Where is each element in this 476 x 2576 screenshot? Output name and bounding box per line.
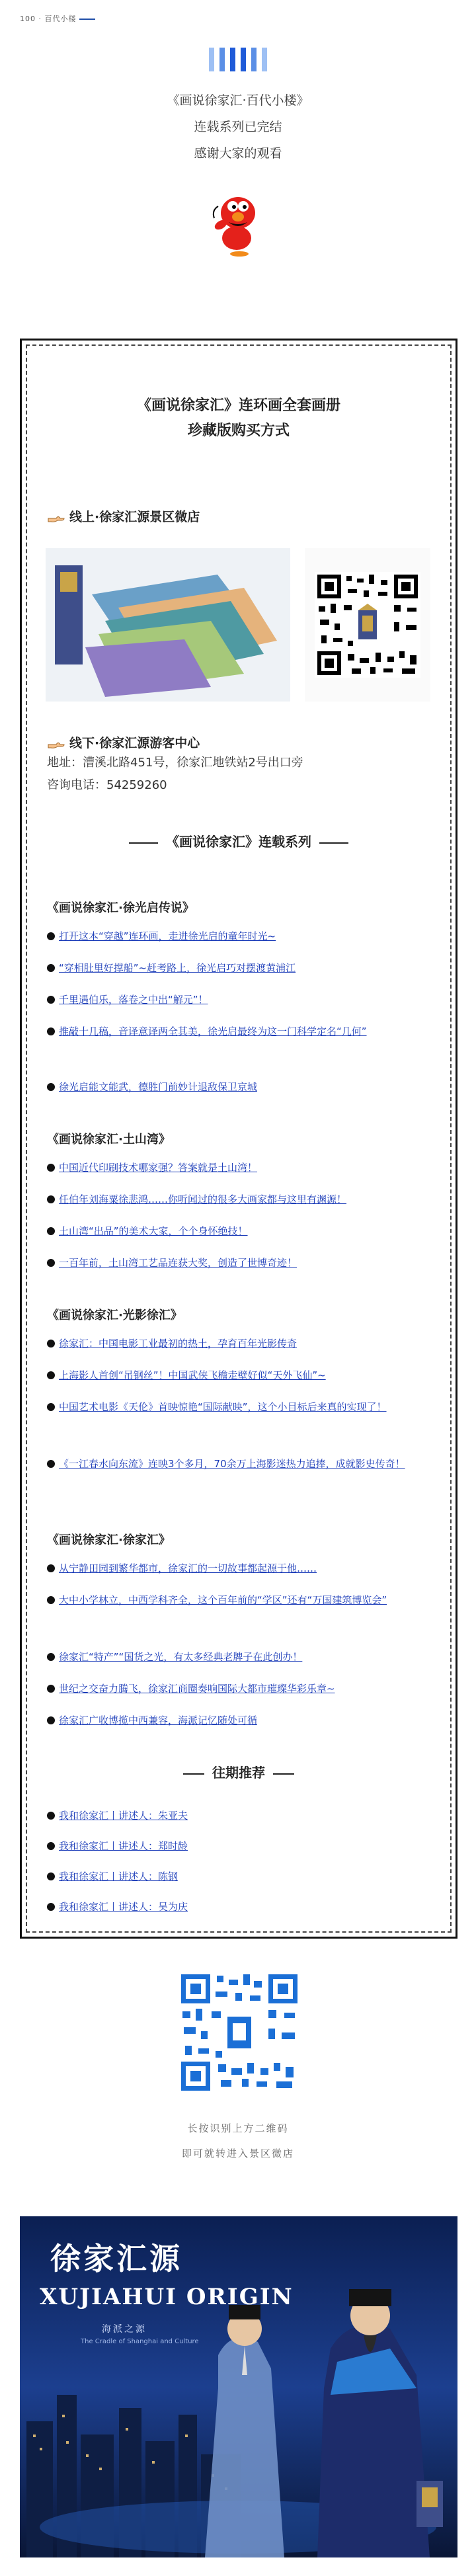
article-link-text[interactable]: 中国艺术电影《天伦》首映惊艳“国际献映”，这个小目标后来真的实现了！ <box>59 1401 387 1413</box>
article-link-text[interactable]: 打开这本“穿越”连环画，走进徐光启的童年时光~ <box>59 930 276 942</box>
top-brand-underline <box>79 19 95 20</box>
decor-bar <box>251 48 257 71</box>
article-link[interactable] <box>47 925 444 947</box>
article-link-text[interactable]: 推敲十几稿，音译意译两全其美，徐光启最终为这一门科学定名“几何” <box>59 1026 367 1037</box>
card-title-line: 珍藏版购买方式 <box>187 423 290 439</box>
decor-bar <box>262 48 267 71</box>
recommend-link[interactable] <box>47 1804 188 1827</box>
bullet-dot <box>47 932 55 940</box>
article-link-text[interactable]: 世纪之交奋力腾飞，徐家汇商圈奏响国际大都市璀璨华彩乐章~ <box>59 1683 335 1695</box>
qr-hint-line: 即可就转进入景区微店 <box>181 2148 294 2159</box>
article-link-text[interactable]: 徐家汇“特产”“国货之光，有太多经典老牌子在此创办！ <box>59 1651 303 1663</box>
article-link[interactable] <box>47 1557 444 1580</box>
weidian-qr-code[interactable] <box>305 548 430 702</box>
article-link[interactable] <box>47 988 444 1011</box>
article-link-text[interactable]: 任伯年刘海粟徐悲鸿……你听闻过的很多大画家都与这里有渊源！ <box>59 1193 347 1205</box>
article-link-text[interactable]: 一百年前，土山湾工艺品连获大奖，创造了世博奇迹！ <box>59 1257 298 1269</box>
article-link[interactable] <box>47 1076 444 1098</box>
recommend-link[interactable] <box>47 1835 188 1857</box>
bullet-dot <box>47 1716 55 1724</box>
article-link[interactable] <box>47 1453 444 1475</box>
title-dash <box>273 1773 294 1775</box>
title-dash <box>183 1773 204 1775</box>
bullet-dot <box>47 1083 55 1091</box>
decor-bar <box>241 48 246 71</box>
banner-title-cn: 徐家汇源 <box>50 2241 182 2276</box>
article-link[interactable] <box>47 1188 444 1211</box>
article-link-text[interactable]: 徐家汇：中国电影工业最初的热土，孕育百年光影传奇 <box>59 1338 298 1349</box>
bullet-dot <box>47 1371 55 1379</box>
article-link[interactable] <box>47 1646 444 1668</box>
series-group-title: 《画说徐家汇·光影徐汇》 <box>47 1308 182 1322</box>
bullet-dot <box>47 1653 55 1661</box>
article-link[interactable] <box>47 1156 444 1179</box>
visitor-center-phone: 咨询电话：54259260 <box>47 778 167 792</box>
intro-line: 《画说徐家汇·百代小楼》 <box>167 93 309 108</box>
past-recommend-title <box>27 1762 450 1781</box>
bullet-dot <box>47 1259 55 1267</box>
article-link-text[interactable]: 千里遇伯乐，落卷之中出“解元”！ <box>59 994 208 1006</box>
article-link-text[interactable]: 中国近代印刷技术哪家强？答案就是土山湾！ <box>59 1162 258 1174</box>
header-decor-bars <box>0 48 476 77</box>
bullet-dot <box>47 1460 55 1468</box>
bullet-dot <box>47 1685 55 1693</box>
banner-title-en: XUJIAHUI ORIGIN <box>40 2284 294 2310</box>
article-link-text[interactable]: 徐光启能文能武，德胜门前妙计退敌保卫京城 <box>59 1081 258 1093</box>
bullet-dot <box>47 964 55 972</box>
purchase-info-card <box>20 339 457 1939</box>
bullet-dot <box>47 996 55 1004</box>
article-link-text[interactable]: 大中小学林立，中西学科齐全，这个百年前的“学区”还有“万国建筑博览会” <box>59 1594 387 1606</box>
recommend-link-text[interactable]: 我和徐家汇丨讲述人：朱亚夫 <box>59 1810 188 1822</box>
decor-bar <box>209 48 214 71</box>
offline-store-heading <box>47 733 200 751</box>
qr-hint-line: 长按识别上方二维码 <box>187 2122 289 2134</box>
series-group-title: 《画说徐家汇·徐家汇》 <box>47 1533 171 1547</box>
recommend-link[interactable] <box>47 1896 188 1918</box>
card-title <box>27 393 450 444</box>
intro-line: 感谢大家的观看 <box>194 146 282 161</box>
online-store-heading <box>47 507 200 525</box>
top-brand-mark <box>20 13 95 24</box>
article-link-text[interactable]: 《一江春水向东流》连映3个多月，70余万上海影迷热力追捧，成就影史传奇！ <box>59 1458 405 1470</box>
decor-bar <box>230 48 235 71</box>
pointing-hand-icon <box>47 512 65 523</box>
article-link[interactable] <box>47 1020 444 1043</box>
article-link-text[interactable]: “穿相肚里好撑船”~赶考路上，徐光启巧对摆渡黄浦江 <box>59 962 296 974</box>
bullet-dot <box>47 1403 55 1411</box>
article-link[interactable] <box>47 1677 444 1700</box>
series-section-title <box>27 831 450 850</box>
bullet-dot <box>47 1164 55 1172</box>
intro-line: 连载系列已完结 <box>194 120 282 134</box>
series-group-title: 《画说徐家汇·土山湾》 <box>47 1133 171 1147</box>
visitor-center-address: 地址：漕溪北路451号，徐家汇地铁站2号出口旁 <box>47 756 303 770</box>
card-title-line: 《画说徐家汇》连环画全套画册 <box>136 397 340 414</box>
article-link-text[interactable]: 徐家汇广收博揽中西兼容，海派记忆随处可循 <box>59 1714 258 1726</box>
bullet-dot <box>47 1812 55 1820</box>
bullet-dot <box>47 1227 55 1235</box>
article-link-text[interactable]: 从宁静田园到繁华都市，徐家汇的一切故事都起源于他…… <box>59 1562 317 1574</box>
banner-subtitle-cn: 海派之源 <box>102 2324 147 2335</box>
bullet-dot <box>47 1842 55 1850</box>
article-link[interactable] <box>47 957 444 979</box>
top-brand-text: 100 · 百代小楼 <box>20 15 77 23</box>
article-link-text[interactable]: 土山湾“出品”的美术大家，个个身怀绝技！ <box>59 1225 248 1237</box>
article-link[interactable] <box>47 1709 444 1732</box>
bottom-qr-code[interactable] <box>178 1972 300 2093</box>
article-link[interactable] <box>47 1364 444 1387</box>
series-group-title: 《画说徐家汇·徐光启传说》 <box>47 901 194 915</box>
banner-subtitle-en: The Cradle of Shanghai and Culture <box>81 2338 199 2345</box>
pointing-hand-icon <box>47 739 65 749</box>
offline-store-label: 线下·徐家汇源游客中心 <box>69 736 200 750</box>
bullet-dot <box>47 1340 55 1348</box>
title-dash <box>129 842 158 844</box>
recommend-link-text[interactable]: 我和徐家汇丨讲述人：吴为庆 <box>59 1901 188 1913</box>
title-dash <box>319 842 348 844</box>
decor-bar <box>219 48 225 71</box>
recommend-link-text[interactable]: 我和徐家汇丨讲述人：陈钢 <box>59 1871 178 1882</box>
intro-text <box>0 87 476 167</box>
bullet-dot <box>47 1903 55 1911</box>
bullet-dot <box>47 1596 55 1604</box>
artbook-product-photo <box>46 548 290 702</box>
card-dashed-frame <box>26 344 452 1933</box>
mascot-illustration <box>198 186 271 259</box>
online-store-label: 线上·徐家汇源景区微店 <box>69 510 200 524</box>
article-link-text[interactable]: 上海影人首创“吊钢丝”！中国武侠飞檐走壁好似“天外飞仙”~ <box>59 1369 326 1381</box>
series-title-text: 《画说徐家汇》连载系列 <box>166 834 311 850</box>
recommend-link-text[interactable]: 我和徐家汇丨讲述人：郑时龄 <box>59 1840 188 1852</box>
article-link[interactable] <box>47 1589 444 1611</box>
article-link[interactable] <box>47 1396 444 1418</box>
article-link[interactable] <box>47 1252 444 1274</box>
bullet-dot <box>47 1564 55 1572</box>
xujiahui-origin-banner <box>20 2216 457 2557</box>
article-link[interactable] <box>47 1220 444 1242</box>
bullet-dot <box>47 1027 55 1035</box>
bullet-dot <box>47 1872 55 1880</box>
past-title-text: 往期推荐 <box>212 1765 265 1781</box>
recommend-link[interactable] <box>47 1865 178 1888</box>
article-link[interactable] <box>47 1332 444 1355</box>
bullet-dot <box>47 1195 55 1203</box>
